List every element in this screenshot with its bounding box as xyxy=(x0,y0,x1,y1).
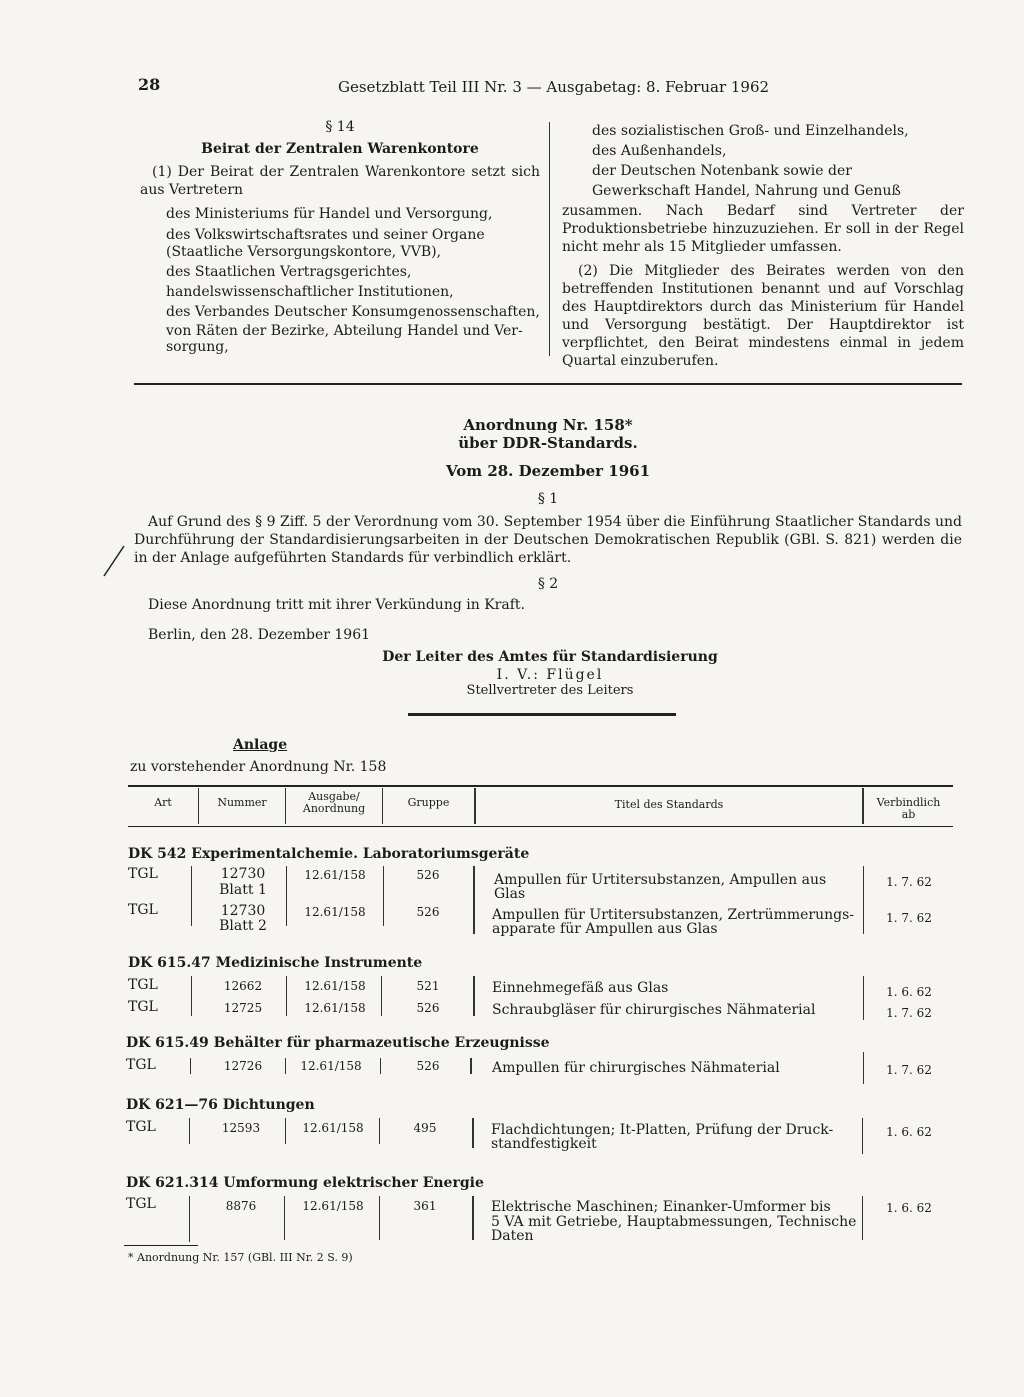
cell-ausgabe: 12.61/158 xyxy=(304,979,366,993)
right-item: der Deutschen Notenbank sowie der xyxy=(592,163,852,179)
cell-ausgabe: 12.61/158 xyxy=(302,1199,364,1213)
table-top-rule xyxy=(128,785,953,787)
left-item: des Ministeriums für Handel und Versorgung, xyxy=(166,206,493,222)
margin-mark-icon xyxy=(100,544,126,578)
cell-art: TGL xyxy=(128,902,158,918)
right-paragraph-2: (2) Die Mitglieder des Beirates werden von den betreffenden Institutionen benannt und auf Vorschlag des Hauptdirektors durch das Ministerium für Handel und Versorgung bestätigt. Der Hauptdirektor ist verpflichtet, den Beirat mindestens einmal in jedem Quartal einzuberufen. xyxy=(562,263,964,369)
cell-ausgabe: 12.61/158 xyxy=(304,868,366,882)
page-number: 28 xyxy=(138,75,161,94)
cell-ausgabe: 12.61/158 xyxy=(304,1001,366,1015)
section14-title: Beirat der Zentralen Warenkontore xyxy=(201,141,479,157)
place-date: Berlin, den 28. Dezember 1961 xyxy=(148,627,371,643)
cell-gruppe: 526 xyxy=(416,1059,440,1073)
group-heading: DK 621.314 Umformung elektrischer Energie xyxy=(126,1175,484,1191)
col-header-art: Art xyxy=(154,796,172,809)
cell-titel: Ampullen für Urtitersubstanzen, Ampullen aus xyxy=(494,872,827,888)
cell-nummer: 12662 xyxy=(223,979,263,993)
section14-intro: (1) Der Beirat der Zentralen Warenkontore setzt sich aus Vertretern xyxy=(140,164,540,198)
row-divider xyxy=(190,1058,191,1074)
cell-titel: Flachdichtungen; It-Platten, Prüfung der Druck- xyxy=(491,1122,834,1138)
cell-gruppe: 526 xyxy=(416,1001,440,1015)
cell-titel-cont: standfestigkeit xyxy=(491,1136,597,1152)
row-divider xyxy=(191,866,192,926)
para1-text: Auf Grund des § 9 Ziff. 5 der Verordnung vom 30. September 1954 über die Einführung Staatlicher Standards und Durchführung der Standardisierungsarbeiten in der Deutschen Demokratischen Republik (GBl. S. 821) werden die in der Anlage aufgeführten Standards für verbindlich erklärt. xyxy=(134,514,962,566)
cell-titel: Schraubgläser für chirurgisches Nähmaterial xyxy=(492,1002,816,1018)
left-item: des Verbandes Deutscher Konsumgenossenschaften, xyxy=(166,304,540,320)
cell-ab: 1. 7. 62 xyxy=(886,1006,932,1020)
cell-nummer: 12726 xyxy=(223,1059,263,1073)
col-header-ab: ab xyxy=(901,808,916,821)
left-item: handelswissenschaftlicher Institutionen, xyxy=(166,284,454,300)
right-item: des sozialistischen Groß- und Einzelhandels, xyxy=(592,123,909,139)
column-divider xyxy=(549,122,550,356)
section14-paragraph: § 14 xyxy=(325,119,355,135)
col-header-ausgabe: Ausgabe/ xyxy=(308,790,360,803)
row-divider xyxy=(381,976,382,1016)
cell-gruppe: 521 xyxy=(416,979,440,993)
cell-nummer: 8876 xyxy=(225,1199,257,1213)
cell-art: TGL xyxy=(128,977,158,993)
row-divider xyxy=(473,976,475,1016)
row-divider xyxy=(189,1196,190,1242)
cell-titel: Ampullen für chirurgisches Nähmaterial xyxy=(492,1060,780,1076)
cell-nummer: 12730 xyxy=(220,866,266,882)
para1-heading: § 1 xyxy=(537,491,559,507)
para2-text: Diese Anordnung tritt mit ihrer Verkündung in Kraft. xyxy=(148,597,525,613)
cell-ab: 1. 6. 62 xyxy=(886,985,932,999)
row-divider xyxy=(191,976,192,1016)
cell-gruppe: 526 xyxy=(416,905,440,919)
signer-role: Stellvertreter des Leiters xyxy=(466,683,634,698)
cell-titel: Ampullen für Urtitersubstanzen, Zertrümmerungs- xyxy=(492,907,855,923)
cell-nummer: 12730 xyxy=(220,903,266,919)
row-divider xyxy=(472,1118,474,1148)
left-item: von Räten der Bezirke, Abteilung Handel und Ver- xyxy=(166,323,523,339)
cell-ausgabe: 12.61/158 xyxy=(302,1121,364,1135)
table-header-rule xyxy=(128,826,953,827)
row-divider xyxy=(189,1118,190,1144)
col-header-anordnung: Anordnung xyxy=(302,802,366,815)
col-header-nummer: Nummer xyxy=(217,796,267,809)
annex-subtitle: zu vorstehender Anordnung Nr. 158 xyxy=(130,759,387,775)
col-header-titel: Titel des Standards xyxy=(614,798,724,811)
left-item: des Volkswirtschaftsrates und seiner Organe xyxy=(166,227,485,243)
right-item: des Außenhandels, xyxy=(592,143,727,159)
cell-ab: 1. 7. 62 xyxy=(886,911,932,925)
cell-titel-cont: apparate für Ampullen aus Glas xyxy=(492,921,718,937)
signer-name: I. V.: Flügel xyxy=(496,667,604,683)
col-header-verbindlich: Verbindlich xyxy=(876,796,941,809)
right-item: Gewerkschaft Handel, Nahrung und Genuß xyxy=(592,183,901,199)
row-divider xyxy=(380,1058,381,1074)
cell-gruppe: 526 xyxy=(416,868,440,882)
ordinance-date: Vom 28. Dezember 1961 xyxy=(445,462,651,480)
cell-ab: 1. 6. 62 xyxy=(886,1125,932,1139)
cell-ausgabe: 12.61/158 xyxy=(304,905,366,919)
cell-art: TGL xyxy=(126,1119,156,1135)
cell-gruppe: 495 xyxy=(413,1121,437,1135)
cell-blatt: Blatt 2 xyxy=(219,918,267,934)
signer-title: Der Leiter des Amtes für Standardisierung xyxy=(382,649,718,665)
cell-titel-cont: Glas xyxy=(494,886,526,902)
cell-art: TGL xyxy=(128,999,158,1015)
left-item: (Staatliche Versorgungskontore, VVB), xyxy=(166,244,442,260)
cell-art: TGL xyxy=(128,866,158,882)
row-divider xyxy=(473,866,475,934)
cell-nummer: 12593 xyxy=(221,1121,261,1135)
cell-titel: Einnehmegefäß aus Glas xyxy=(492,980,669,996)
row-divider xyxy=(862,1196,863,1240)
row-divider xyxy=(862,1118,863,1154)
cell-ab: 1. 6. 62 xyxy=(886,1201,932,1215)
left-item: des Staatlichen Vertragsgerichtes, xyxy=(166,264,412,280)
row-divider xyxy=(286,866,287,926)
cell-nummer: 12725 xyxy=(223,1001,263,1015)
signature-rule xyxy=(408,713,676,716)
annex-title: Anlage xyxy=(233,737,288,753)
group-heading: DK 621—76 Dichtungen xyxy=(126,1097,315,1113)
cell-art: TGL xyxy=(126,1057,156,1073)
cell-titel-cont: Daten xyxy=(491,1228,534,1244)
group-heading: DK 615.49 Behälter für pharmazeutische Erzeugnisse xyxy=(126,1035,550,1051)
col-header-gruppe: Gruppe xyxy=(407,796,450,809)
cell-ab: 1. 7. 62 xyxy=(886,1063,932,1077)
right-paragraph-1: zusammen. Nach Bedarf sind Vertreter der Produktionsbetriebe hinzuzuziehen. Er soll in der Regel nicht mehr als 15 Mitglieder umfassen. xyxy=(562,203,964,255)
running-title: Gesetzblatt Teil III Nr. 3 — Ausgabetag: 8. Februar 1962 xyxy=(338,78,770,96)
footnote-rule xyxy=(124,1245,198,1246)
ordinance-title-line2: über DDR-Standards. xyxy=(458,434,638,452)
group-heading: DK 542 Experimentalchemie. Laboratoriumsgeräte xyxy=(128,846,530,862)
left-item: sorgung, xyxy=(166,339,229,355)
para2-heading: § 2 xyxy=(537,576,559,592)
row-divider xyxy=(472,1196,474,1240)
cell-art: TGL xyxy=(126,1196,156,1212)
footnote: * Anordnung Nr. 157 (GBl. III Nr. 2 S. 9) xyxy=(128,1251,353,1264)
cell-titel: Elektrische Maschinen; Einanker-Umformer bis xyxy=(491,1199,831,1215)
ordinance-title-line1: Anordnung Nr. 158* xyxy=(463,416,633,434)
group-heading: DK 615.47 Medizinische Instrumente xyxy=(128,955,423,971)
cell-blatt: Blatt 1 xyxy=(219,882,267,898)
cell-ab: 1. 7. 62 xyxy=(886,875,932,889)
cell-titel-cont: 5 VA mit Getriebe, Hauptabmessungen, Technische xyxy=(491,1214,857,1230)
cell-gruppe: 361 xyxy=(413,1199,437,1213)
cell-ausgabe: 12.61/158 xyxy=(300,1059,362,1073)
section-rule xyxy=(134,383,962,385)
